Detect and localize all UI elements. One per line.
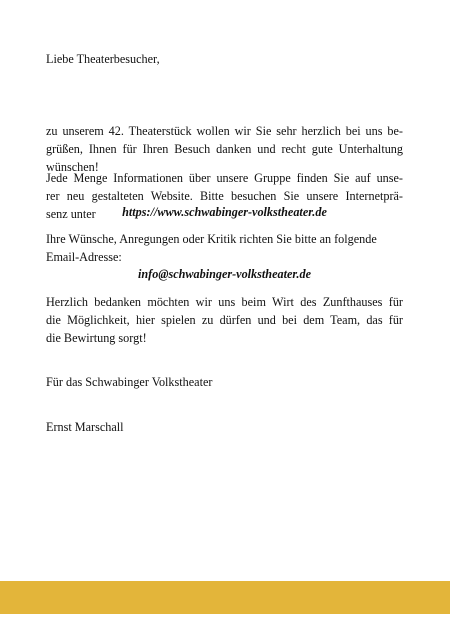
- feedback-line: Email-Adresse:: [46, 250, 122, 264]
- website-line: senz unter: [46, 207, 96, 221]
- thanks-line: die Bewirtung sorgt!: [46, 331, 147, 345]
- footer-color-band: [0, 581, 450, 614]
- feedback-line: Ihre Wünsche, Anregungen oder Kritik richten Sie bitte an folgende: [46, 232, 377, 246]
- signature-name: Ernst Marschall: [46, 420, 124, 434]
- welcome-line: zu unserem 42. Theaterstück wollen wir Sie sehr herzlich bei uns be-: [46, 124, 403, 138]
- welcome-paragraph: [46, 122, 403, 176]
- feedback-paragraph: [46, 230, 403, 266]
- website-link[interactable]: https://www.schwabinger-volkstheater.de: [122, 205, 327, 219]
- closing-line: Für das Schwabinger Volkstheater: [46, 375, 213, 389]
- thanks-paragraph: [46, 293, 403, 347]
- thanks-line: die Möglichkeit, hier spielen zu dürfen und bei dem Team, das für: [46, 313, 403, 327]
- welcome-line: wünschen!: [46, 160, 99, 174]
- salutation: Liebe Theaterbesucher,: [46, 52, 160, 66]
- email-link[interactable]: info@schwabinger-volkstheater.de: [138, 267, 311, 281]
- thanks-line: Herzlich bedanken möchten wir uns beim Wirt des Zunfthauses für: [46, 295, 403, 309]
- website-line: Jede Menge Informationen über unsere Gruppe finden Sie auf unse-: [46, 171, 403, 185]
- welcome-line: grüßen, Ihnen für Ihren Besuch danken und recht gute Unterhaltung: [46, 142, 403, 156]
- website-line: rer neu gestalteten Website. Bitte besuchen Sie unsere Internetprä-: [46, 189, 403, 203]
